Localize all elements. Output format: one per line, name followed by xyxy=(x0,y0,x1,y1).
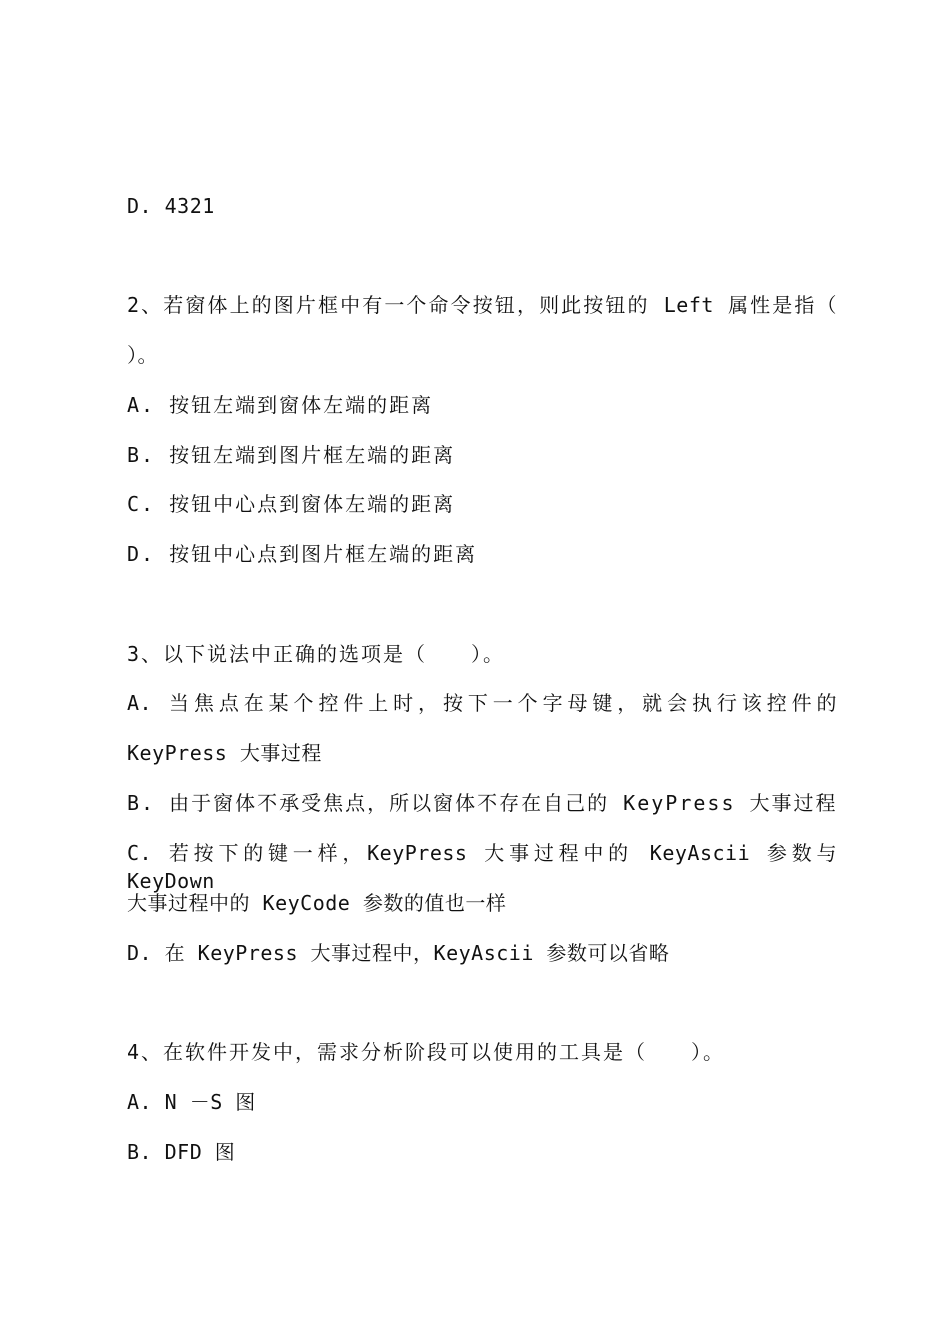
q3-option-c-line2: 大事过程中的 KeyCode 参数的值也一样 xyxy=(127,891,507,915)
q2-option-b: B. 按钮左端到图片框左端的距离 xyxy=(127,443,456,467)
q2-stem-line1: 2、若窗体上的图片框中有一个命令按钮，则此按钮的 Left 属性是指（ xyxy=(127,293,837,317)
q2-option-a: A. 按钮左端到窗体左端的距离 xyxy=(127,393,434,417)
q3-stem: 3、以下说法中正确的选项是（ ）。 xyxy=(127,642,506,666)
q1-option-d: D. 4321 xyxy=(127,194,215,218)
q4-option-b: B. DFD 图 xyxy=(127,1140,236,1164)
q3-option-b: B. 由于窗体不承受焦点，所以窗体不存在自己的 KeyPress 大事过程 xyxy=(127,791,838,815)
q3-option-c-line1: C. 若按下的键一样，KeyPress 大事过程中的 KeyAscii 参数与 KeyDown xyxy=(127,841,837,893)
q3-option-a-line2: KeyPress 大事过程 xyxy=(127,741,322,765)
q3-option-a-line1: A. 当焦点在某个控件上时，按下一个字母键，就会执行该控件的 xyxy=(127,691,837,715)
q3-option-d: D. 在 KeyPress 大事过程中，KeyAscii 参数可以省略 xyxy=(127,941,670,965)
q2-stem-line2: ）。 xyxy=(127,343,158,367)
q4-stem: 4、在软件开发中，需求分析阶段可以使用的工具是（ ）。 xyxy=(127,1040,726,1064)
q4-option-a: A. N －S 图 xyxy=(127,1090,256,1114)
q2-option-c: C. 按钮中心点到窗体左端的距离 xyxy=(127,492,456,516)
q2-option-d: D. 按钮中心点到图片框左端的距离 xyxy=(127,542,478,566)
